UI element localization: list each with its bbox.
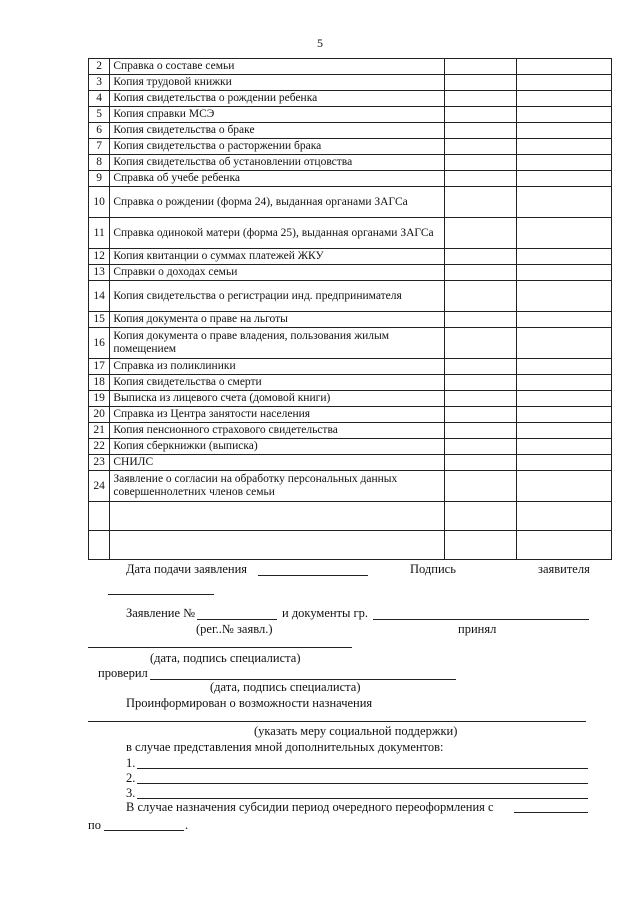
- mark-cell[interactable]: [445, 281, 517, 312]
- document-name: Копия свидетельства о смерти: [110, 375, 445, 391]
- page-number: 5: [317, 36, 323, 50]
- document-name: Справка из поликлиники: [110, 359, 445, 375]
- note-cell[interactable]: [517, 312, 612, 328]
- additional-doc-1-field[interactable]: [137, 768, 588, 769]
- empty-cell[interactable]: [445, 502, 517, 531]
- table-row: [89, 359, 612, 375]
- citizen-name-field[interactable]: [373, 619, 589, 620]
- row-number: 11: [89, 218, 110, 249]
- empty-row: [89, 502, 612, 531]
- additional-doc-2-field[interactable]: [137, 783, 588, 784]
- table-row: [89, 423, 612, 439]
- document-name: Копия документа о праве на льготы: [110, 312, 445, 328]
- additional-doc-2-label: 2.: [126, 771, 136, 785]
- mark-cell[interactable]: [445, 59, 517, 75]
- mark-cell[interactable]: [445, 91, 517, 107]
- table-row: [89, 249, 612, 265]
- note-cell[interactable]: [517, 59, 612, 75]
- applicant-signature-field[interactable]: [108, 594, 214, 595]
- document-name: Копия свидетельства о рождении ребенка: [110, 91, 445, 107]
- note-cell[interactable]: [517, 455, 612, 471]
- row-number: 21: [89, 423, 110, 439]
- document-name: Справка одинокой матери (форма 25), выданная органами ЗАГСа: [110, 218, 445, 249]
- row-number: 23: [89, 455, 110, 471]
- empty-cell[interactable]: [89, 502, 110, 531]
- application-number-field[interactable]: [197, 619, 277, 620]
- mark-cell[interactable]: [445, 439, 517, 455]
- mark-cell[interactable]: [445, 218, 517, 249]
- note-cell[interactable]: [517, 75, 612, 91]
- note-cell[interactable]: [517, 359, 612, 375]
- document-name: Копия документа о праве владения, пользования жилым помещением: [110, 328, 445, 359]
- table-row: [89, 471, 612, 502]
- row-number: 18: [89, 375, 110, 391]
- mark-cell[interactable]: [445, 155, 517, 171]
- row-number: 7: [89, 139, 110, 155]
- table-row: [89, 139, 612, 155]
- note-cell[interactable]: [517, 218, 612, 249]
- document-name: Копия справки МСЭ: [110, 107, 445, 123]
- table-row: [89, 171, 612, 187]
- table-row: [89, 455, 612, 471]
- empty-cell[interactable]: [89, 531, 110, 560]
- row-number: 6: [89, 123, 110, 139]
- note-cell[interactable]: [517, 439, 612, 455]
- row-number: 2: [89, 59, 110, 75]
- additional-doc-3-field[interactable]: [137, 798, 588, 799]
- submission-date-field[interactable]: [258, 575, 368, 576]
- informed-label: Проинформирован о возможности назначения: [126, 696, 373, 710]
- registration-number-hint: (рег..№ заявл.): [196, 622, 273, 636]
- note-cell[interactable]: [517, 391, 612, 407]
- note-cell[interactable]: [517, 123, 612, 139]
- mark-cell[interactable]: [445, 359, 517, 375]
- mark-cell[interactable]: [445, 423, 517, 439]
- mark-cell[interactable]: [445, 265, 517, 281]
- table-row: [89, 91, 612, 107]
- note-cell[interactable]: [517, 407, 612, 423]
- row-number: 16: [89, 328, 110, 359]
- mark-cell[interactable]: [445, 471, 517, 502]
- additional-doc-1-label: 1.: [126, 756, 136, 770]
- documents-of-citizen-label: и документы гр.: [282, 606, 369, 620]
- table-row: [89, 218, 612, 249]
- application-number-label: Заявление №: [126, 606, 196, 620]
- row-number: 24: [89, 471, 110, 502]
- document-name: Справка из Центра занятости населения: [110, 407, 445, 423]
- row-number: 17: [89, 359, 110, 375]
- accepted-label: принял: [458, 622, 497, 636]
- note-cell[interactable]: [517, 171, 612, 187]
- mark-cell[interactable]: [445, 391, 517, 407]
- mark-cell[interactable]: [445, 107, 517, 123]
- row-number: 14: [89, 281, 110, 312]
- note-cell[interactable]: [517, 471, 612, 502]
- document-name: Копия квитанции о суммах платежей ЖКУ: [110, 249, 445, 265]
- row-number: 13: [89, 265, 110, 281]
- note-cell[interactable]: [517, 91, 612, 107]
- checked-label: проверил: [98, 666, 148, 680]
- note-cell[interactable]: [517, 187, 612, 218]
- document-name: Копия свидетельства об установлении отцовства: [110, 155, 445, 171]
- note-cell[interactable]: [517, 155, 612, 171]
- document-name: Копия сберкнижки (выписка): [110, 439, 445, 455]
- empty-cell[interactable]: [445, 531, 517, 560]
- row-number: 9: [89, 171, 110, 187]
- note-cell[interactable]: [517, 423, 612, 439]
- document-name: Копия свидетельства о регистрации инд. предпринимателя: [110, 281, 445, 312]
- period-end-dot: .: [185, 818, 189, 832]
- document-name: Справка о составе семьи: [110, 59, 445, 75]
- applicant-label: заявителя: [538, 562, 590, 576]
- mark-cell[interactable]: [445, 249, 517, 265]
- table-row: [89, 375, 612, 391]
- table-row: [89, 265, 612, 281]
- row-number: 12: [89, 249, 110, 265]
- accepted-by-field[interactable]: [88, 647, 352, 648]
- specialist-hint-1: (дата, подпись специалиста): [150, 651, 301, 665]
- table-row: [89, 155, 612, 171]
- document-name: Копия свидетельства о браке: [110, 123, 445, 139]
- mark-cell[interactable]: [445, 407, 517, 423]
- row-number: 4: [89, 91, 110, 107]
- row-number: 19: [89, 391, 110, 407]
- mark-cell[interactable]: [445, 171, 517, 187]
- subsidy-period-to-field[interactable]: [104, 830, 184, 831]
- empty-cell[interactable]: [110, 502, 445, 531]
- table-row: [89, 281, 612, 312]
- support-measure-field[interactable]: [88, 721, 586, 722]
- mark-cell[interactable]: [445, 123, 517, 139]
- row-number: 15: [89, 312, 110, 328]
- note-cell[interactable]: [517, 265, 612, 281]
- document-name: Справка об учебе ребенка: [110, 171, 445, 187]
- table-row: [89, 75, 612, 91]
- row-number: 20: [89, 407, 110, 423]
- mark-cell[interactable]: [445, 75, 517, 91]
- mark-cell[interactable]: [445, 455, 517, 471]
- subsidy-period-to-label: по: [88, 818, 101, 832]
- row-number: 3: [89, 75, 110, 91]
- empty-cell[interactable]: [517, 531, 612, 560]
- table-row: [89, 107, 612, 123]
- empty-cell[interactable]: [110, 531, 445, 560]
- specialist-hint-2: (дата, подпись специалиста): [210, 680, 361, 694]
- note-cell[interactable]: [517, 375, 612, 391]
- mark-cell[interactable]: [445, 187, 517, 218]
- row-number: 10: [89, 187, 110, 218]
- document-name: Справка о рождении (форма 24), выданная органами ЗАГСа: [110, 187, 445, 218]
- table-row: [89, 312, 612, 328]
- support-measure-hint: (указать меру социальной поддержки): [254, 724, 458, 738]
- table-row: [89, 123, 612, 139]
- row-number: 5: [89, 107, 110, 123]
- note-cell[interactable]: [517, 107, 612, 123]
- row-number: 22: [89, 439, 110, 455]
- mark-cell[interactable]: [445, 139, 517, 155]
- empty-row: [89, 531, 612, 560]
- document-name: Справки о доходах семьи: [110, 265, 445, 281]
- mark-cell[interactable]: [445, 375, 517, 391]
- subsidy-period-label: В случае назначения субсидии период очередного переоформления с: [126, 800, 494, 814]
- subsidy-period-from-field[interactable]: [514, 812, 588, 813]
- submission-date-label: Дата подачи заявления: [126, 562, 248, 576]
- table-row: [89, 439, 612, 455]
- document-name: Выписка из лицевого счета (домовой книги): [110, 391, 445, 407]
- note-cell[interactable]: [517, 328, 612, 359]
- table-row: [89, 187, 612, 218]
- table-row: [89, 391, 612, 407]
- document-name: СНИЛС: [110, 455, 445, 471]
- note-cell[interactable]: [517, 281, 612, 312]
- mark-cell[interactable]: [445, 312, 517, 328]
- note-cell[interactable]: [517, 249, 612, 265]
- document-name: Копия трудовой книжки: [110, 75, 445, 91]
- additional-doc-3-label: 3.: [126, 786, 136, 800]
- document-name: Копия свидетельства о расторжении брака: [110, 139, 445, 155]
- table-row: [89, 59, 612, 75]
- table-row: [89, 407, 612, 423]
- table-row: [89, 328, 612, 359]
- empty-cell[interactable]: [517, 502, 612, 531]
- documents-table: [88, 58, 612, 560]
- row-number: 8: [89, 155, 110, 171]
- additional-docs-label: в случае представления мной дополнительных документов:: [126, 740, 444, 754]
- document-name: Копия пенсионного страхового свидетельства: [110, 423, 445, 439]
- mark-cell[interactable]: [445, 328, 517, 359]
- signature-label: Подпись: [410, 562, 456, 576]
- document-name: Заявление о согласии на обработку персональных данных совершеннолетних членов семьи: [110, 471, 445, 502]
- note-cell[interactable]: [517, 139, 612, 155]
